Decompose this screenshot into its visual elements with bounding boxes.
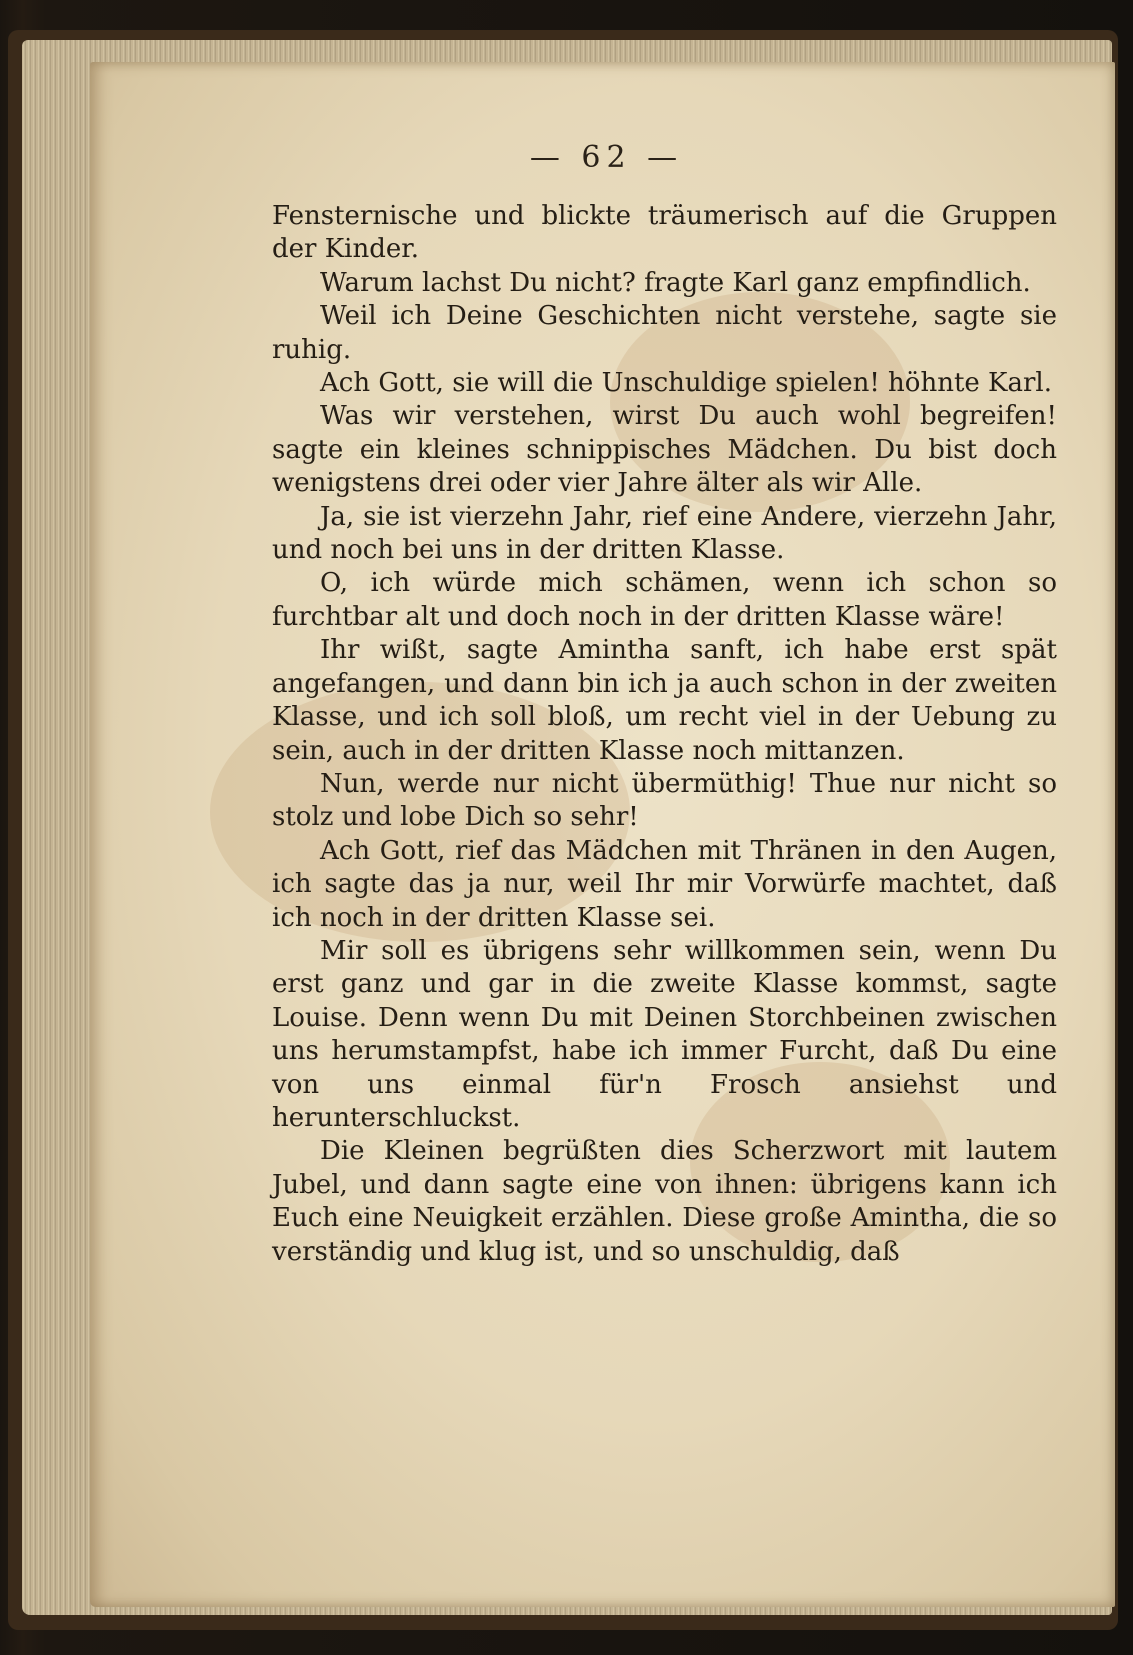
paragraph: Fensternische und blickte träumerisch auf die Gruppen der Kinder. [272,201,1057,265]
paragraph: Ja, sie ist vierzehn Jahr, rief eine Andere, vierzehn Jahr, und noch bei uns in der dritten Klasse. [272,501,1057,566]
body-text [272,200,1057,1269]
paragraph: Ach Gott, rief das Mädchen mit Thränen in den Augen, ich sagte das ja nur, weil Ihr mir Vorwürfe machtet, daß ich noch in der dritten Klasse sei. [272,835,1057,933]
paragraph: Weil ich Deine Geschichten nicht verstehe, sagte sie ruhig. [272,301,1057,365]
paragraph: Mir soll es übrigens sehr willkommen sein, wenn Du erst ganz und gar in die zweite Klasse kommst, sagte Louise. Denn wenn Du mit Deinen Storchbeinen zwischen uns herumstampfst, habe ich immer Furcht, daß Du eine von uns einmal für'n Frosch ansiehst und herunterschluckst. [272,935,1057,1133]
paragraph: O, ich würde mich schämen, wenn ich schon so furchtbar alt und doch noch in der dritten Klasse wäre! [272,568,1057,632]
paragraph: Warum lachst Du nicht? fragte Karl ganz empfindlich. [320,267,1031,298]
page-number: — 62 — [529,140,684,175]
paragraph: Was wir verstehen, wirst Du auch wohl begreifen! sagte ein kleines schnippisches Mädchen. Du bist doch wenigstens drei oder vier Jahre älter als wir Alle. [272,401,1057,499]
paragraph: Ihr wißt, sagte Amintha sanft, ich habe erst spät angefangen, und dann bin ich ja auch schon in der zweiten Klasse, und ich soll bloß, um recht viel in der Uebung zu sein, auch in der dritten Klasse noch mittanzen. [272,635,1057,766]
paragraph: Die Kleinen begrüßten dies Scherzwort mit lautem Jubel, und dann sagte eine von ihnen: übrigens kann ich Euch eine Neuigkeit erzählen. Diese große Amintha, die so verständig und klug ist, und so unschuldig, daß [272,1136,1057,1267]
paragraph: Nun, werde nur nicht übermüthig! Thue nur nicht so stolz und lobe Dich so sehr! [272,768,1057,833]
paragraph: Ach Gott, sie will die Unschuldige spielen! höhnte Karl. [320,368,1052,399]
